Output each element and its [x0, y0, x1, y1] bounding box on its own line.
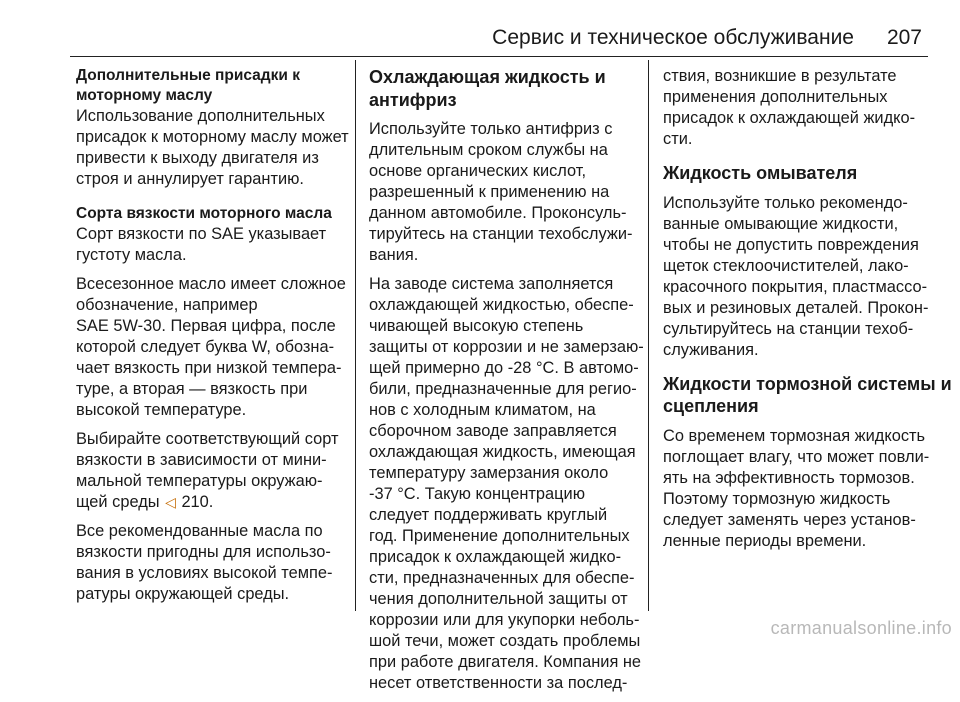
paragraph-multigrade [76, 274, 354, 421]
text-line: густоту масла. [76, 246, 187, 264]
text-line: Со временем тормозная жидкость [663, 426, 926, 445]
text-line: вания в условиях высокой темпе- [76, 564, 333, 582]
text-line: высокой температуре. [76, 401, 247, 419]
page-number: 207 [886, 26, 922, 49]
text-line: чивающей высокую степень [369, 317, 584, 335]
text-line: Использование дополнительных [76, 107, 325, 125]
text-line: обозначение, например [76, 296, 258, 314]
text-line: ратуры окружающей среды. [76, 585, 290, 603]
text-line: привести к выходу двигателя из [76, 149, 319, 167]
text-line: Сорт вязкости по SAE указывает [76, 225, 327, 243]
text-line: чтобы не допустить повреждения [663, 235, 919, 254]
text-line: присадок к охлаждающей жидко- [663, 109, 916, 127]
text-line: били, предназначенные для регио- [369, 380, 637, 398]
text-line: антифриз [369, 89, 457, 110]
text-line: нов с холодным климатом, на [369, 401, 596, 419]
text-line: сти, предназначенных для обеспе- [369, 569, 635, 587]
text-line: Поэтому тормозную жидкость [663, 489, 891, 508]
heading-additives [76, 66, 354, 106]
paragraph-coolant-factory [369, 274, 644, 694]
paragraph-select-grade-last-line [76, 492, 354, 513]
text-line: применения дополнительных [663, 88, 888, 106]
text-line: ять на эффективность тормозов. [663, 468, 915, 487]
paragraph-washer-fluid [663, 193, 931, 361]
text-line: сти. [663, 130, 693, 148]
watermark: carmanualsonline.info [770, 618, 952, 638]
ref-page-link[interactable]: 210. [181, 493, 214, 511]
text-line: вания. [369, 246, 419, 264]
text-line: щей примерно до -28 °C. В автомо- [369, 359, 639, 377]
text-line: защиты от коррозии и не замерзаю- [369, 338, 644, 356]
text-line: вязкости в зависимости от мини- [76, 451, 327, 469]
text-line: моторному маслу [76, 87, 213, 104]
text-line: присадок к охлаждающей жидко- [369, 548, 622, 566]
text-line: несет ответственности за послед- [369, 674, 628, 692]
text-line: присадок к моторному маслу может [76, 128, 349, 146]
column-divider [355, 60, 356, 611]
text-line: Охлаждающая жидкость и [369, 67, 606, 87]
text-line: чения дополнительной защиты от [369, 590, 628, 608]
text-line: тируйтесь на станции техобслужи- [369, 225, 633, 243]
column-2 [369, 66, 644, 702]
text-line: ванные омывающие жидкости, [663, 214, 899, 233]
text-line: длительным сроком службы на [369, 141, 608, 159]
text-line: туре, а вторая — вязкость при [76, 380, 308, 398]
paragraph-brake-fluid [663, 426, 931, 552]
text-line: следует поддерживать круглый [369, 506, 608, 524]
column-3 [663, 66, 952, 560]
paragraph-sae [76, 224, 354, 266]
text-line: разрешенный к применению на [369, 183, 610, 201]
text-line: -37 °C. Такую концентрацию [369, 485, 585, 503]
text-line: Сорта вязкости моторного масла [76, 205, 332, 222]
text-line: которой следует буква W, обозна- [76, 338, 335, 356]
text-line: вязкости пригодны для использо- [76, 543, 331, 561]
text-line: Жидкость омывателя [663, 163, 858, 183]
text-line: сборочном заводе заправляется [369, 422, 617, 440]
heading-coolant [369, 66, 637, 111]
text-line: Выбирайте соответствующий сорт [76, 430, 339, 448]
paragraph-select-grade [76, 429, 354, 513]
paragraph-select-grade-lines [76, 429, 354, 492]
section-title: Сервис и техническое обслуживание [492, 26, 854, 49]
text-line: следует заменять через установ- [663, 510, 916, 529]
text-line: поглощает влагу, что может повли- [663, 447, 930, 466]
text-line: На заводе система заполняется [369, 275, 614, 293]
text-line: охлаждающая жидкость, имеющая [369, 443, 636, 461]
text-line: сцепления [663, 396, 759, 416]
text-line: Используйте только антифриз с [369, 120, 613, 138]
text-line: ствия, возникшие в результате [663, 67, 897, 85]
text-line: служивания. [663, 340, 759, 359]
text-line: Дополнительные присадки к [76, 67, 300, 84]
text-line: строя и аннулирует гарантию. [76, 170, 304, 188]
text-line: вых и резиновых деталей. Прокон- [663, 298, 929, 317]
heading-viscosity [76, 204, 354, 224]
page-header [0, 0, 960, 56]
ref-prefix: щей среды [76, 493, 165, 511]
text-line: шой течи, может создать проблемы [369, 632, 641, 650]
paragraph-coolant-continued [663, 66, 931, 150]
header-rule [70, 56, 928, 57]
text-line: температуру замерзания около [369, 464, 609, 482]
text-line: Используйте только рекомендо- [663, 193, 908, 212]
text-line: красочного покрытия, пластмассо- [663, 277, 928, 296]
text-line: мальной температуры окружаю- [76, 472, 323, 490]
text-line: данном автомобиле. Проконсуль- [369, 204, 627, 222]
text-line: чает вязкость при низкой темпера- [76, 359, 342, 377]
text-line: при работе двигателя. Компания не [369, 653, 642, 671]
text-line: коррозии или для укупорки неболь- [369, 611, 640, 629]
paragraph-additives [76, 106, 354, 190]
column-1 [76, 66, 354, 613]
text-line: щеток стеклоочистителей, лако- [663, 256, 909, 275]
paragraph-coolant-use [369, 119, 637, 266]
column-divider [648, 60, 649, 611]
text-line: охлаждающей жидкостью, обеспе- [369, 296, 634, 314]
text-line: Все рекомендованные масла по [76, 522, 323, 540]
heading-brake-fluid [663, 373, 952, 418]
text-line: SAE 5W-30. Первая цифра, после [76, 317, 336, 335]
page-reference-icon[interactable]: ◁ [165, 494, 176, 510]
text-line: ленные периоды времени. [663, 531, 867, 550]
text-line: год. Применение дополнительных [369, 527, 630, 545]
heading-washer-fluid [663, 162, 931, 185]
text-line: сультируйтесь на станции техоб- [663, 319, 914, 338]
text-line: Жидкости тормозной системы и [663, 373, 952, 394]
text-line: основе органических кислот, [369, 162, 587, 180]
text-line: Всесезонное масло имеет сложное [76, 275, 346, 293]
paragraph-recommended [76, 521, 354, 605]
